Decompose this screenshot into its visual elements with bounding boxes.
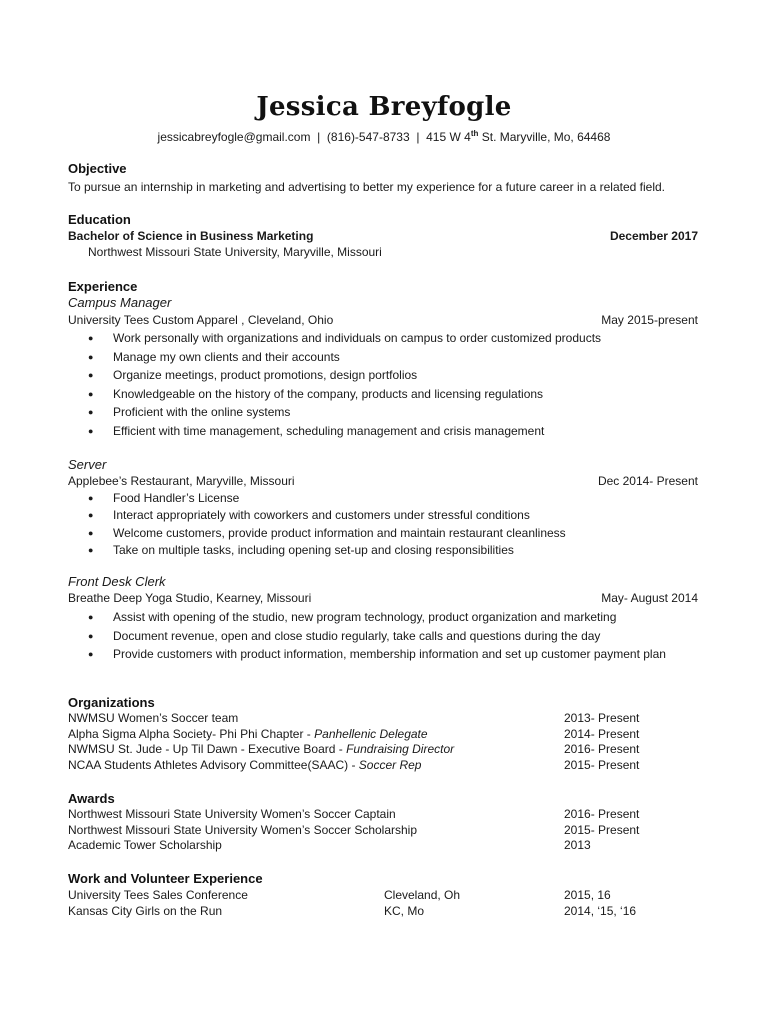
objective-heading: Objective	[68, 161, 127, 176]
job-bullet: ● Document revenue, open and close studio regularly, take calls and questions during the day	[88, 627, 666, 646]
job-bullet-list	[88, 608, 666, 664]
job-bullet: ● Organize meetings, product promotions, design portfolios	[88, 366, 601, 385]
address-text: 415 W 4th St. Maryville, Mo, 64468	[426, 129, 611, 144]
job-employer: University Tees Custom Apparel , Cleveland, Ohio	[68, 313, 334, 327]
job-bullet: ● Manage my own clients and their accounts	[88, 348, 601, 367]
job-bullet: ● Interact appropriately with coworkers and customers under stressful conditions	[88, 507, 566, 524]
education-heading: Education	[68, 212, 131, 227]
job-date: May- August 2014	[601, 591, 698, 605]
job-bullet: ● Knowledgeable on the history of the company, products and licensing regulations	[88, 385, 601, 404]
resume-name: Jessica Breyfogle	[256, 92, 512, 122]
job-title: Front Desk Clerk	[68, 574, 166, 589]
job-title: Campus Manager	[68, 295, 172, 310]
organization-row: NWMSU Women’s Soccer team 2013- Present	[68, 711, 640, 725]
job-employer: Applebee’s Restaurant, Maryville, Missouri	[68, 474, 295, 488]
volunteer-row: Kansas City Girls on the Run KC, Mo 2014, ‘15, ‘16	[68, 904, 637, 918]
job-bullet: ● Proficient with the online systems	[88, 403, 601, 422]
job-date: May 2015-present	[601, 313, 698, 327]
organization-row: NWMSU St. Jude - Up Til Dawn - Executive Board - Fundraising Director 2016- Present	[68, 742, 640, 756]
awards-heading: Awards	[68, 791, 115, 806]
job-title: Server	[68, 457, 107, 472]
phone-text: (816)-547-8733	[326, 130, 410, 144]
award-row: Academic Tower Scholarship 2013	[68, 838, 591, 852]
contact-separator: |	[317, 130, 321, 144]
job-date: Dec 2014- Present	[597, 474, 698, 488]
organizations-heading: Organizations	[68, 695, 155, 710]
organization-row: Alpha Sigma Alpha Society- Phi Phi Chapter - Panhellenic Delegate 2014- Present	[68, 727, 640, 741]
job-bullet: ● Food Handler’s License	[88, 490, 566, 507]
contact-separator: |	[416, 130, 420, 144]
email-text: jessicabreyfogle@gmail.com	[157, 130, 311, 144]
job-bullet: ● Assist with opening of the studio, new program technology, product organization and marketing	[88, 608, 666, 627]
volunteer-row: University Tees Sales Conference Cleveland, Oh 2015, 16	[68, 888, 611, 902]
objective-text: To pursue an internship in marketing and advertising to better my experience for a future career in a related field.	[68, 180, 665, 194]
job-bullet-list	[88, 329, 601, 441]
job-bullet: ● Efficient with time management, scheduling management and crisis management	[88, 422, 601, 441]
work-volunteer-heading: Work and Volunteer Experience	[68, 871, 263, 886]
contact-line	[0, 129, 768, 144]
job-bullet: ● Take on multiple tasks, including opening set-up and closing responsibilities	[88, 542, 566, 559]
job-bullet: ● Work personally with organizations and individuals on campus to order customized products	[88, 329, 601, 348]
experience-heading: Experience	[68, 279, 138, 294]
degree-date: December 2017	[609, 229, 698, 243]
job-bullet-list	[88, 490, 566, 559]
job-bullet: ● Provide customers with product information, membership information and set up customer payment plan	[88, 645, 666, 664]
organization-row: NCAA Students Athletes Advisory Committee(SAAC) - Soccer Rep 2015- Present	[68, 758, 640, 772]
school-text: Northwest Missouri State University, Maryville, Missouri	[88, 245, 382, 259]
degree-text: Bachelor of Science in Business Marketing	[68, 229, 314, 243]
job-employer: Breathe Deep Yoga Studio, Kearney, Missouri	[68, 591, 312, 605]
award-row: Northwest Missouri State University Women’s Soccer Scholarship 2015- Present	[68, 823, 640, 837]
award-row: Northwest Missouri State University Women’s Soccer Captain 2016- Present	[68, 807, 640, 821]
job-bullet: ● Welcome customers, provide product information and maintain restaurant cleanliness	[88, 525, 566, 542]
